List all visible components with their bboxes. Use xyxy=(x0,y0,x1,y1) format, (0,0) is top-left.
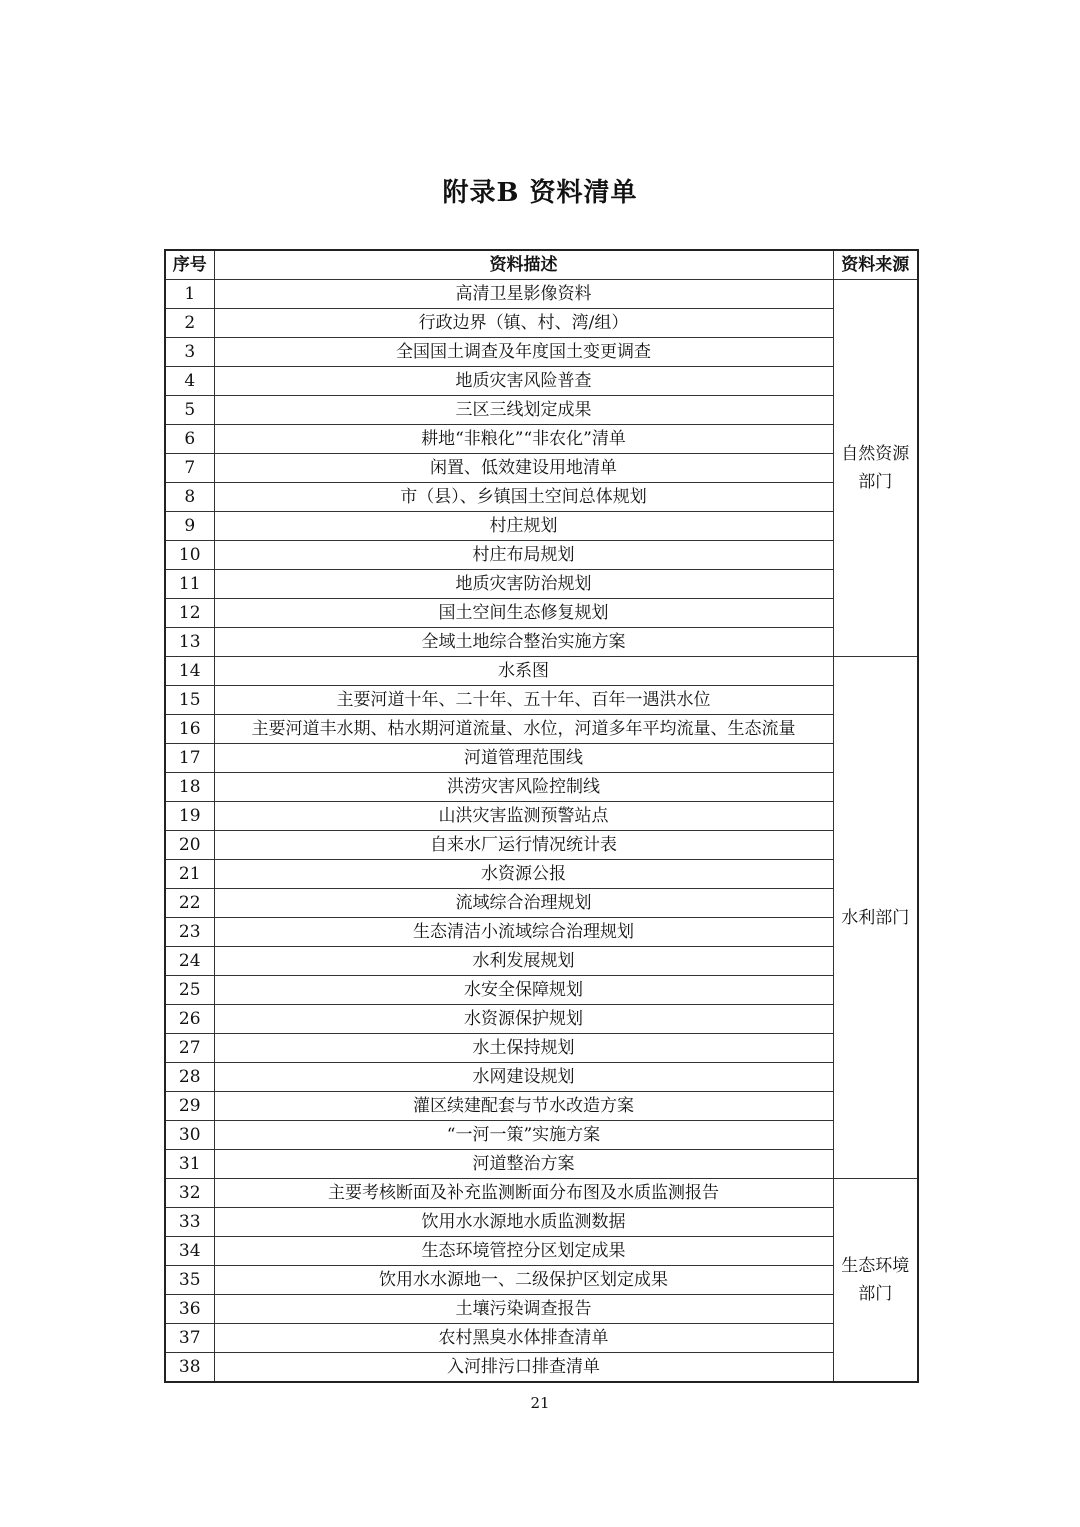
table-row xyxy=(165,1237,918,1266)
row-number: 13 xyxy=(165,628,214,657)
row-number: 26 xyxy=(165,1005,214,1034)
table-row xyxy=(165,1324,918,1353)
table-row xyxy=(165,599,918,628)
row-description: 全域土地综合整治实施方案 xyxy=(214,628,833,657)
table-row xyxy=(165,1005,918,1034)
table-body xyxy=(165,280,918,1383)
row-number: 33 xyxy=(165,1208,214,1237)
row-number: 5 xyxy=(165,396,214,425)
row-description: 土壤污染调查报告 xyxy=(214,1295,833,1324)
row-description: 闲置、低效建设用地清单 xyxy=(214,454,833,483)
source-department: 水利部门 xyxy=(833,657,918,1179)
row-description: 河道管理范围线 xyxy=(214,744,833,773)
row-number: 29 xyxy=(165,1092,214,1121)
row-number: 19 xyxy=(165,802,214,831)
row-number: 35 xyxy=(165,1266,214,1295)
table-row xyxy=(165,947,918,976)
table-row xyxy=(165,541,918,570)
table-row xyxy=(165,1353,918,1383)
row-number: 22 xyxy=(165,889,214,918)
row-number: 30 xyxy=(165,1121,214,1150)
row-description: 水利发展规划 xyxy=(214,947,833,976)
row-number: 34 xyxy=(165,1237,214,1266)
row-number: 23 xyxy=(165,918,214,947)
row-description: 主要河道十年、二十年、五十年、百年一遇洪水位 xyxy=(214,686,833,715)
table-row xyxy=(165,686,918,715)
row-description: 主要考核断面及补充监测断面分布图及水质监测报告 xyxy=(214,1179,833,1208)
row-description: 全国国土调查及年度国土变更调查 xyxy=(214,338,833,367)
row-description: 饮用水水源地一、二级保护区划定成果 xyxy=(214,1266,833,1295)
row-description: 水资源公报 xyxy=(214,860,833,889)
data-list-table xyxy=(164,249,919,1383)
table-row xyxy=(165,802,918,831)
row-number: 2 xyxy=(165,309,214,338)
table-row xyxy=(165,1034,918,1063)
table-row xyxy=(165,512,918,541)
table-row xyxy=(165,1208,918,1237)
row-number: 17 xyxy=(165,744,214,773)
row-description: 洪涝灾害风险控制线 xyxy=(214,773,833,802)
row-number: 15 xyxy=(165,686,214,715)
row-description: 村庄规划 xyxy=(214,512,833,541)
table-row xyxy=(165,454,918,483)
row-description: “一河一策”实施方案 xyxy=(214,1121,833,1150)
table-row xyxy=(165,1092,918,1121)
row-number: 6 xyxy=(165,425,214,454)
row-description: 水系图 xyxy=(214,657,833,686)
row-number: 37 xyxy=(165,1324,214,1353)
row-description: 山洪灾害监测预警站点 xyxy=(214,802,833,831)
row-number: 24 xyxy=(165,947,214,976)
table-row xyxy=(165,657,918,686)
row-description: 地质灾害防治规划 xyxy=(214,570,833,599)
table-row xyxy=(165,628,918,657)
table-header-row xyxy=(165,250,918,280)
row-number: 8 xyxy=(165,483,214,512)
table-row xyxy=(165,570,918,599)
table-row xyxy=(165,715,918,744)
row-description: 地质灾害风险普查 xyxy=(214,367,833,396)
table-row xyxy=(165,744,918,773)
table-row xyxy=(165,1150,918,1179)
table-row xyxy=(165,860,918,889)
row-number: 9 xyxy=(165,512,214,541)
row-number: 16 xyxy=(165,715,214,744)
table-row xyxy=(165,773,918,802)
table-row xyxy=(165,309,918,338)
row-number: 31 xyxy=(165,1150,214,1179)
row-number: 32 xyxy=(165,1179,214,1208)
row-description: 入河排污口排查清单 xyxy=(214,1353,833,1383)
row-description: 水网建设规划 xyxy=(214,1063,833,1092)
row-number: 3 xyxy=(165,338,214,367)
table-row xyxy=(165,831,918,860)
source-department: 生态环境部门 xyxy=(833,1179,918,1383)
row-number: 25 xyxy=(165,976,214,1005)
row-description: 流域综合治理规划 xyxy=(214,889,833,918)
row-description: 水安全保障规划 xyxy=(214,976,833,1005)
table-row xyxy=(165,367,918,396)
table-row xyxy=(165,976,918,1005)
table-row xyxy=(165,918,918,947)
table-row xyxy=(165,889,918,918)
table-row xyxy=(165,1266,918,1295)
row-number: 21 xyxy=(165,860,214,889)
row-description: 水土保持规划 xyxy=(214,1034,833,1063)
row-number: 28 xyxy=(165,1063,214,1092)
row-description: 生态清洁小流域综合治理规划 xyxy=(214,918,833,947)
table-row xyxy=(165,483,918,512)
table-row xyxy=(165,425,918,454)
table-row xyxy=(165,1179,918,1208)
row-number: 7 xyxy=(165,454,214,483)
row-number: 18 xyxy=(165,773,214,802)
row-number: 14 xyxy=(165,657,214,686)
table-row xyxy=(165,280,918,309)
row-number: 4 xyxy=(165,367,214,396)
page-number: 21 xyxy=(530,1394,550,1412)
row-description: 国土空间生态修复规划 xyxy=(214,599,833,628)
row-description: 耕地“非粮化”“非农化”清单 xyxy=(214,425,833,454)
row-description: 灌区续建配套与节水改造方案 xyxy=(214,1092,833,1121)
row-description: 村庄布局规划 xyxy=(214,541,833,570)
table-row xyxy=(165,338,918,367)
row-description: 饮用水水源地水质监测数据 xyxy=(214,1208,833,1237)
row-number: 1 xyxy=(165,280,214,309)
table-row xyxy=(165,1121,918,1150)
header-description: 资料描述 xyxy=(214,250,833,280)
row-number: 11 xyxy=(165,570,214,599)
table-row xyxy=(165,396,918,425)
row-description: 自来水厂运行情况统计表 xyxy=(214,831,833,860)
row-number: 36 xyxy=(165,1295,214,1324)
table-row xyxy=(165,1295,918,1324)
row-description: 生态环境管控分区划定成果 xyxy=(214,1237,833,1266)
table-row xyxy=(165,1063,918,1092)
header-number: 序号 xyxy=(165,250,214,280)
row-description: 三区三线划定成果 xyxy=(214,396,833,425)
row-number: 38 xyxy=(165,1353,214,1383)
row-description: 高清卫星影像资料 xyxy=(214,280,833,309)
row-description: 市（县）、乡镇国土空间总体规划 xyxy=(214,483,833,512)
row-description: 农村黑臭水体排查清单 xyxy=(214,1324,833,1353)
row-description: 水资源保护规划 xyxy=(214,1005,833,1034)
header-source: 资料来源 xyxy=(833,250,918,280)
document-title: 附录B 资料清单 xyxy=(442,178,638,208)
source-department: 自然资源部门 xyxy=(833,280,918,657)
row-description: 行政边界（镇、村、湾/组） xyxy=(214,309,833,338)
row-number: 12 xyxy=(165,599,214,628)
row-number: 10 xyxy=(165,541,214,570)
row-number: 20 xyxy=(165,831,214,860)
row-description: 河道整治方案 xyxy=(214,1150,833,1179)
row-number: 27 xyxy=(165,1034,214,1063)
row-description: 主要河道丰水期、枯水期河道流量、水位，河道多年平均流量、生态流量 xyxy=(214,715,833,744)
